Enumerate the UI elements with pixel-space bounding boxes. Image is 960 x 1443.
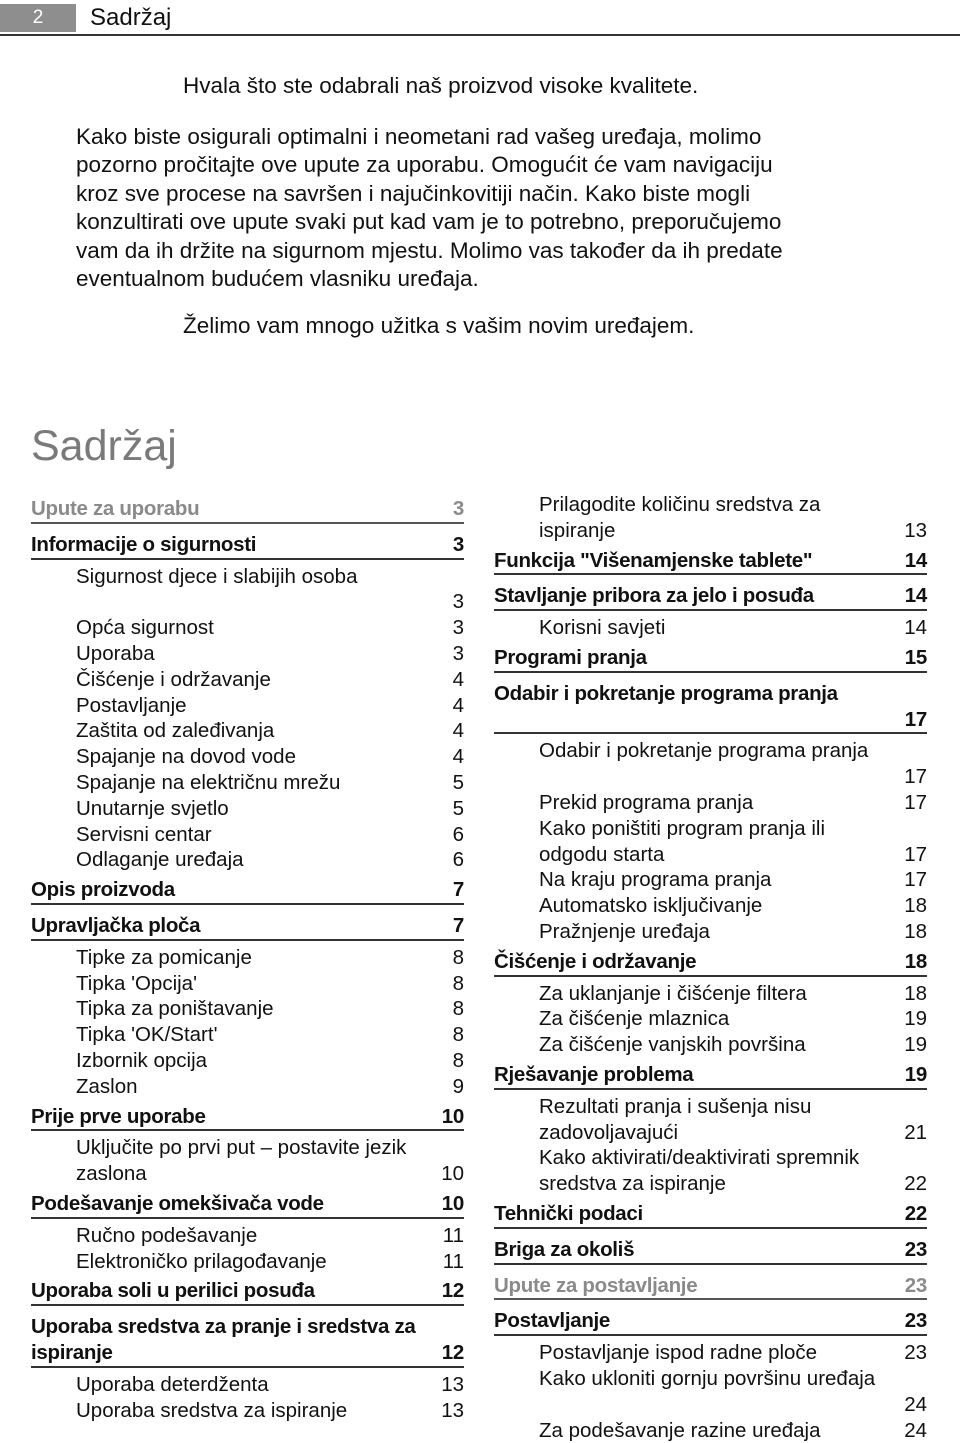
toc-label: odgodu starta	[539, 842, 664, 868]
toc-subsection[interactable]	[31, 996, 464, 1022]
toc-label: Pražnjenje uređaja	[539, 919, 710, 945]
toc-page-number: 19	[904, 1032, 927, 1058]
toc-page-number: 19	[905, 1062, 927, 1088]
toc-label: Postavljanje	[494, 1308, 610, 1334]
toc-page-number: 12	[442, 1278, 464, 1304]
toc-row	[31, 532, 464, 558]
toc-label: Za čišćenje vanjskih površina	[539, 1032, 806, 1058]
toc-subsection[interactable]	[31, 822, 464, 848]
toc-row	[539, 893, 927, 919]
toc-label: Čišćenje i održavanje	[494, 949, 696, 975]
toc-row	[76, 718, 464, 744]
toc-label: Uporaba	[76, 641, 155, 667]
toc-page-number: 14	[904, 615, 927, 641]
toc-column-left	[31, 492, 464, 1423]
toc-row	[539, 1340, 927, 1366]
toc-page-number: 22	[904, 1171, 927, 1197]
toc-label: Unutarnje svjetlo	[76, 796, 229, 822]
toc-row	[76, 1249, 464, 1275]
toc-page-number: 4	[453, 667, 464, 693]
toc-page-number: 8	[453, 1022, 464, 1048]
toc-row	[76, 667, 464, 693]
toc-page-number: 19	[904, 1006, 927, 1032]
toc-row	[539, 1032, 927, 1058]
toc-label: Elektroničko prilagođavanje	[76, 1249, 327, 1275]
toc-subsection[interactable]	[31, 847, 464, 873]
toc-label: Postavljanje ispod radne ploče	[539, 1340, 817, 1366]
toc-label: Uporaba sredstva za ispiranje	[76, 1398, 347, 1424]
toc-row	[539, 1120, 927, 1146]
toc-section[interactable]	[494, 579, 927, 611]
toc-label: Upute za uporabu	[31, 496, 199, 522]
toc-label: Za podešavanje razine uređaja	[539, 1418, 821, 1443]
toc-label: Uporaba deterdženta	[76, 1372, 269, 1398]
toc-label: sredstva za ispiranje	[539, 1171, 726, 1197]
toc-row	[76, 822, 464, 848]
toc-page-number: 3	[453, 496, 464, 522]
toc-row	[76, 615, 464, 641]
toc-label: Ručno podešavanje	[76, 1223, 257, 1249]
toc-row	[494, 1308, 927, 1334]
toc-page-number: 17	[494, 707, 927, 733]
toc-row	[76, 996, 464, 1022]
toc-subsection[interactable]	[31, 564, 464, 616]
toc-page-number: 8	[453, 1048, 464, 1074]
toc-row	[494, 548, 927, 574]
toc-section[interactable]	[31, 873, 464, 905]
toc-subsection[interactable]	[494, 790, 927, 816]
toc-page-number: 21	[904, 1120, 927, 1146]
toc-subsection[interactable]	[31, 770, 464, 796]
toc-row	[31, 1104, 464, 1130]
toc-row	[31, 1340, 464, 1366]
toc-page-number: 4	[453, 718, 464, 744]
toc-row	[539, 518, 927, 544]
toc-subsection[interactable]	[494, 816, 927, 868]
toc-label: zadovoljavajući	[539, 1120, 678, 1146]
toc-label: Korisni savjeti	[539, 615, 665, 641]
toc-page-number: 8	[453, 971, 464, 997]
toc-label: Stavljanje pribora za jelo i posuđa	[494, 583, 814, 609]
toc-subsection[interactable]	[494, 1340, 927, 1366]
toc-row	[539, 615, 927, 641]
toc-label: Na kraju programa pranja	[539, 867, 771, 893]
toc-label: Rješavanje problema	[494, 1062, 693, 1088]
toc-row	[539, 981, 927, 1007]
toc-subsection[interactable]	[494, 981, 927, 1007]
toc-subsection[interactable]	[31, 1048, 464, 1074]
toc-label: Za čišćenje mlaznica	[539, 1006, 729, 1032]
toc-subsection[interactable]	[494, 1418, 927, 1443]
toc-label: Kako poništiti program pranja ili	[539, 816, 927, 842]
toc-label: Prije prve uporabe	[31, 1104, 206, 1130]
toc-row	[494, 1201, 927, 1227]
toc-row	[539, 867, 927, 893]
toc-page-number: 5	[453, 770, 464, 796]
toc-row	[31, 1191, 464, 1217]
toc-section[interactable]	[494, 1233, 927, 1265]
toc-page-number: 10	[442, 1191, 464, 1217]
toc-label: Tipka 'OK/Start'	[76, 1022, 218, 1048]
toc-subsection[interactable]	[31, 796, 464, 822]
toc-label: Zaslon	[76, 1074, 138, 1100]
toc-page-number: 23	[904, 1340, 927, 1366]
toc-section[interactable]	[494, 677, 927, 735]
toc-page-number: 15	[905, 645, 927, 671]
toc-page-number: 10	[442, 1104, 464, 1130]
toc-row	[31, 1278, 464, 1304]
toc-label: Informacije o sigurnosti	[31, 532, 256, 558]
toc-section[interactable]	[494, 544, 927, 576]
toc-row	[31, 877, 464, 903]
toc-label: Rezultati pranja i sušenja nisu	[539, 1094, 927, 1120]
toc-subsection[interactable]	[31, 718, 464, 744]
toc-subsection[interactable]	[31, 1372, 464, 1398]
toc-page-number: 17	[904, 842, 927, 868]
toc-section[interactable]	[494, 1269, 927, 1301]
toc-row	[76, 945, 464, 971]
toc-page-number: 11	[443, 1249, 464, 1275]
toc-label: Opća sigurnost	[76, 615, 214, 641]
toc-page-number: 17	[539, 764, 927, 790]
toc-row	[76, 770, 464, 796]
toc-section[interactable]	[31, 1100, 464, 1132]
toc-row	[76, 744, 464, 770]
toc-label: zaslona	[76, 1161, 147, 1187]
toc-label: Funkcija "Višenamjenske tablete"	[494, 548, 812, 574]
toc-subsection[interactable]	[31, 1223, 464, 1249]
toc-page-number: 9	[453, 1074, 464, 1100]
toc-section[interactable]	[31, 1310, 464, 1368]
toc-page-number: 8	[453, 996, 464, 1022]
toc-page-number: 3	[453, 532, 464, 558]
toc-page-number: 14	[905, 548, 927, 574]
toc-section[interactable]	[31, 909, 464, 941]
toc-page-number: 13	[441, 1372, 464, 1398]
toc-row	[76, 1372, 464, 1398]
toc-label: Sigurnost djece i slabijih osoba	[76, 564, 464, 590]
toc-heading: Sadržaj	[31, 418, 177, 474]
toc-label: Odabir i pokretanje programa pranja	[539, 738, 927, 764]
toc-page-number: 18	[905, 949, 927, 975]
toc-row	[494, 1273, 927, 1299]
toc-row	[494, 645, 927, 671]
toc-label: Tipka za poništavanje	[76, 996, 274, 1022]
toc-row	[31, 913, 464, 939]
toc-subsection[interactable]	[31, 641, 464, 667]
toc-subsection[interactable]	[31, 615, 464, 641]
toc-page-number: 7	[453, 913, 464, 939]
toc-subsection[interactable]	[31, 945, 464, 971]
intro-line: kroz sve procese na savršen i najučinkovitiji način. Kako biste mogli	[76, 180, 896, 209]
toc-row	[539, 1006, 927, 1032]
toc-page-number: 3	[76, 589, 464, 615]
toc-section[interactable]	[31, 492, 464, 524]
toc-label: Prekid programa pranja	[539, 790, 753, 816]
toc-label: Uključite po prvi put – postavite jezik	[76, 1135, 464, 1161]
toc-section[interactable]	[31, 528, 464, 560]
toc-subsection[interactable]	[31, 693, 464, 719]
toc-row	[494, 1062, 927, 1088]
toc-subsection[interactable]	[494, 1145, 927, 1197]
toc-subsection[interactable]	[31, 1398, 464, 1424]
toc-subsection[interactable]	[494, 893, 927, 919]
toc-row	[494, 583, 927, 609]
toc-page-number: 12	[442, 1340, 464, 1366]
toc-page-number: 4	[453, 744, 464, 770]
toc-page-number: 5	[453, 796, 464, 822]
toc-label: Odabir i pokretanje programa pranja	[494, 681, 927, 707]
toc-page-number: 23	[905, 1237, 927, 1263]
intro-line: eventualnom budućem vlasniku uređaja.	[76, 265, 896, 294]
toc-subsection[interactable]	[494, 492, 927, 544]
toc-label: Spajanje na električnu mrežu	[76, 770, 340, 796]
toc-label: Kako ukloniti gornju površinu uređaja	[539, 1366, 927, 1392]
toc-label: Odlaganje uređaja	[76, 847, 244, 873]
toc-subsection[interactable]	[31, 1135, 464, 1187]
toc-label: Upute za postavljanje	[494, 1273, 697, 1299]
toc-subsection[interactable]	[494, 738, 927, 790]
toc-page-number: 14	[905, 583, 927, 609]
toc-section[interactable]	[31, 1187, 464, 1219]
toc-label: Programi pranja	[494, 645, 647, 671]
toc-page-number: 17	[904, 790, 927, 816]
toc-row	[76, 1022, 464, 1048]
intro-line: pozorno pročitajte ove upute za uporabu. Omogućit će vam navigaciju	[76, 151, 896, 180]
toc-page-number: 23	[905, 1308, 927, 1334]
toc-section[interactable]	[31, 1274, 464, 1306]
toc-subsection[interactable]	[31, 1249, 464, 1275]
toc-label: Za uklanjanje i čišćenje filtera	[539, 981, 807, 1007]
toc-row	[539, 790, 927, 816]
toc-subsection[interactable]	[494, 919, 927, 945]
toc-row	[494, 949, 927, 975]
toc-page-number: 18	[904, 919, 927, 945]
toc-subsection[interactable]	[494, 867, 927, 893]
toc-page-number: 13	[904, 518, 927, 544]
header-title: Sadržaj	[90, 2, 171, 34]
toc-subsection[interactable]	[494, 1366, 927, 1418]
toc-section[interactable]	[494, 945, 927, 977]
header-divider	[0, 34, 960, 36]
toc-row	[76, 1161, 464, 1187]
toc-row	[76, 847, 464, 873]
toc-label: Automatsko isključivanje	[539, 893, 762, 919]
toc-page-number: 22	[905, 1201, 927, 1227]
toc-row	[31, 496, 464, 522]
toc-section[interactable]	[494, 1058, 927, 1090]
toc-subsection[interactable]	[31, 971, 464, 997]
toc-page-number: 6	[453, 847, 464, 873]
toc-page-number: 7	[453, 877, 464, 903]
toc-section[interactable]	[494, 641, 927, 673]
toc-row	[76, 1398, 464, 1424]
toc-row	[76, 971, 464, 997]
toc-row	[76, 641, 464, 667]
intro-line: konzultirati ove upute svaki put kad vam je to potrebno, preporučujemo	[76, 208, 896, 237]
toc-label: Podešavanje omekšivača vode	[31, 1191, 324, 1217]
toc-page-number: 8	[453, 945, 464, 971]
toc-row	[76, 1223, 464, 1249]
toc-page-number: 6	[453, 822, 464, 848]
toc-page-number: 24	[904, 1418, 927, 1443]
toc-subsection[interactable]	[494, 1006, 927, 1032]
toc-subsection[interactable]	[494, 1094, 927, 1146]
toc-subsection[interactable]	[31, 667, 464, 693]
toc-section[interactable]	[494, 1197, 927, 1229]
toc-row	[76, 693, 464, 719]
toc-label: Servisni centar	[76, 822, 212, 848]
intro-text	[76, 72, 896, 340]
toc-label: Tipka 'Opcija'	[76, 971, 197, 997]
toc-subsection[interactable]	[31, 1022, 464, 1048]
page-number-badge: 2	[0, 4, 76, 32]
toc-label: Kako aktivirati/deaktivirati spremnik	[539, 1145, 927, 1171]
toc-section[interactable]	[494, 1304, 927, 1336]
toc-subsection[interactable]	[31, 744, 464, 770]
toc-label: Tehnički podaci	[494, 1201, 643, 1227]
intro-closing: Želimo vam mnogo užitka s vašim novim uređajem.	[76, 312, 896, 341]
toc-row	[76, 1048, 464, 1074]
intro-line: vam da ih držite na sigurnom mjestu. Molimo vas također da ih predate	[76, 237, 896, 266]
toc-label: Zaštita od zaleđivanja	[76, 718, 274, 744]
intro-line: Kako biste osigurali optimalni i neometani rad vašeg uređaja, molimo	[76, 123, 896, 152]
toc-column-right	[494, 492, 927, 1443]
toc-label: ispiranje	[31, 1340, 113, 1366]
toc-subsection[interactable]	[31, 1074, 464, 1100]
toc-row	[494, 1237, 927, 1263]
toc-label: Postavljanje	[76, 693, 187, 719]
toc-page-number: 13	[441, 1398, 464, 1424]
page-header	[0, 0, 960, 40]
toc-label: Uporaba sredstva za pranje i sredstva za	[31, 1314, 464, 1340]
toc-row	[539, 1171, 927, 1197]
intro-paragraph	[76, 123, 896, 294]
toc-page-number: 3	[453, 615, 464, 641]
toc-label: Uporaba soli u perilici posuđa	[31, 1278, 315, 1304]
toc-page-number: 23	[905, 1273, 927, 1299]
toc-page-number: 24	[539, 1392, 927, 1418]
toc-row	[539, 842, 927, 868]
toc-row	[539, 1418, 927, 1443]
toc-label: Prilagodite količinu sredstva za	[539, 492, 927, 518]
toc-row	[539, 919, 927, 945]
toc-page-number: 4	[453, 693, 464, 719]
toc-label: Izbornik opcija	[76, 1048, 207, 1074]
toc-row	[76, 1074, 464, 1100]
toc-label: Spajanje na dovod vode	[76, 744, 296, 770]
toc-label: Tipke za pomicanje	[76, 945, 252, 971]
toc-label: Briga za okoliš	[494, 1237, 634, 1263]
toc-label: Opis proizvoda	[31, 877, 175, 903]
toc-page-number: 10	[441, 1161, 464, 1187]
toc-page-number: 18	[904, 893, 927, 919]
toc-page-number: 3	[453, 641, 464, 667]
toc-page-number: 18	[904, 981, 927, 1007]
intro-thanks: Hvala što ste odabrali naš proizvod visoke kvalitete.	[76, 72, 896, 101]
toc-label: ispiranje	[539, 518, 615, 544]
toc-page-number: 17	[904, 867, 927, 893]
toc-subsection[interactable]	[494, 1032, 927, 1058]
toc-row	[76, 796, 464, 822]
toc-label: Čišćenje i održavanje	[76, 667, 271, 693]
toc-subsection[interactable]	[494, 615, 927, 641]
toc-page-number: 11	[443, 1223, 464, 1249]
toc-label: Upravljačka ploča	[31, 913, 200, 939]
